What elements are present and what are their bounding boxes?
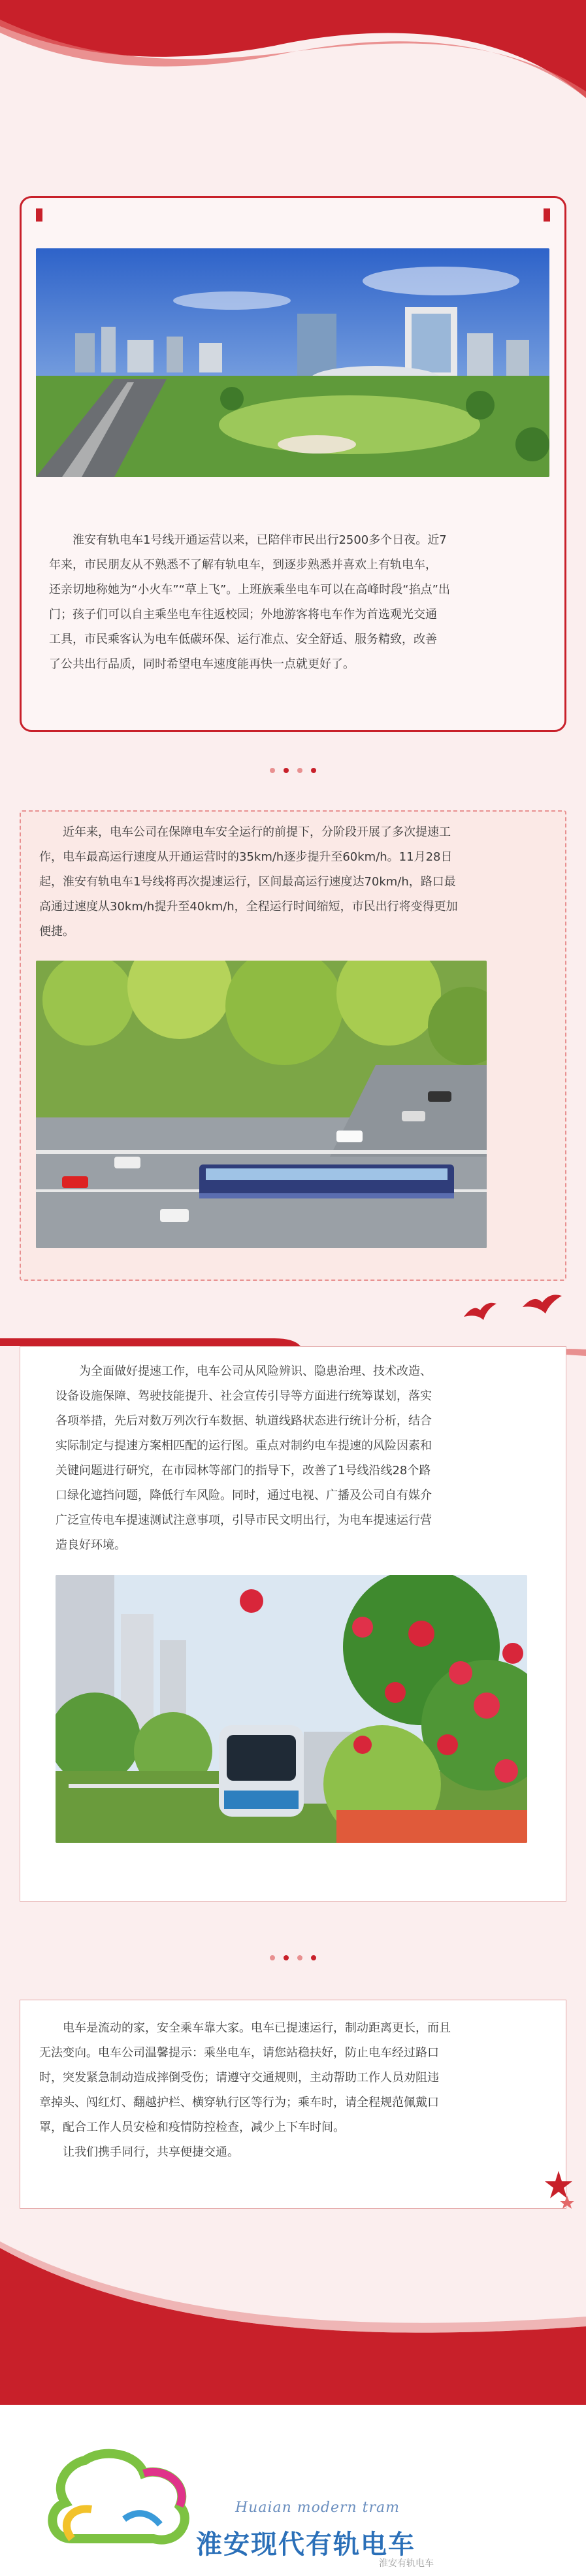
logo-chinese-text: 淮安现代有轨电车 [196,2530,415,2560]
paragraph-line: 让我们携手同行，共享便捷交通。 [63,2145,239,2159]
paragraph-line: 作，电车最高运行速度从开通运营时的35km/h逐步提升至60km/h。11月28日 [39,850,453,864]
dot-icon [297,768,302,773]
section-divider-dots [0,763,586,772]
dot-icon [284,1955,289,1960]
star-icon [542,2170,575,2209]
paragraph-line: 年来，市民朋友从不熟悉不了解有轨电车，到逐步熟悉并喜欢上有轨电车， [49,558,437,572]
dot-icon [270,768,275,773]
paragraph-line: 淮安有轨电车1号线开通运营以来，已陪伴市民出行2500多个日夜。近7 [73,533,447,547]
paragraph-line: 电车是流动的家，安全乘车靠大家。电车已提速运行，制动距离更长，而且 [63,2021,451,2035]
preparation-paragraph [56,1359,526,1558]
watermark-text: 淮安有轨电车 [379,2558,434,2569]
paragraph-line: 为全面做好提速工作，电车公司从风险辨识、隐患治理、技术改造、 [79,1364,432,1378]
top-wave-decoration [0,0,586,105]
dot-icon [297,1955,302,1960]
paragraph-line: 了公共出行品质，同时希望电车速度能再快一点就更好了。 [49,657,355,671]
logo-cloud-icon [46,2447,196,2558]
top-banner [0,0,586,105]
logo-english-text: Huaian modern tram [235,2500,400,2516]
paragraph-line: 各项举措，先后对数万列次行车数据、轨道线路状态进行统计分析，结合 [56,1414,432,1428]
paragraph-line: 设备设施保障、驾驶技能提升、社会宣传引导等方面进行统筹谋划，落实 [56,1389,432,1403]
paragraph-line: 关键问题进行研究，在市园林等部门的指导下，改善了1号线沿线28个路 [56,1464,431,1478]
paragraph-line: 起，淮安有轨电车1号线将再次提速运行，区间最高运行速度达70km/h，路口最 [39,875,456,889]
paragraph-line: 时，突发紧急制动造成摔倒受伤；请遵守交通规则，主动帮助工作人员劝阻违 [39,2071,439,2085]
paragraph-line: 近年来，电车公司在保障电车安全运行的前提下，分阶段开展了多次提速工 [63,825,451,839]
city-skyline-photo [36,248,549,477]
paragraph-line: 罩，配合工作人员安检和疫情防控检查，减少上下车时间。 [39,2121,345,2134]
bird-icon [457,1291,568,1330]
dot-icon [311,768,316,773]
bottom-wave-decoration [0,2235,586,2405]
paragraph-line: 口绿化遮挡问题，降低行车风险。同时，通过电视、广播及公司自有媒介 [56,1489,432,1502]
paragraph-line: 还亲切地称她为“小火车”“草上飞”。上班族乘坐电车可以在高峰时段“掐点”出 [49,583,450,597]
dot-icon [270,1955,275,1960]
paragraph-line: 工具，市民乘客认为电车低碳环保、运行准点、安全舒适、服务精致，改善 [49,633,437,646]
paragraph-line: 章掉头、闯红灯、翻越护栏、横穿轨行区等行为；乘车时，请全程规范佩戴口 [39,2096,439,2109]
paragraph-line: 便捷。 [39,925,74,938]
paragraph-line: 高通过速度从30km/h提升至40km/h，全程运行时间缩短，市民出行将变得更加 [39,900,458,914]
tram-and-flowers-photo [56,1575,527,1843]
dot-icon [311,1955,316,1960]
corner-mark-right [544,208,550,222]
paragraph-line: 无法变向。电车公司温馨提示：乘坐电车，请您站稳扶好，防止电车经过路口 [39,2046,439,2060]
safety-paragraph [39,2016,549,2165]
paragraph-line: 广泛宣传电车提速测试注意事项，引导市民文明出行，为电车提速运行营 [56,1513,432,1527]
intro-paragraph [49,528,536,677]
dot-icon [284,768,289,773]
paragraph-line: 造良好环境。 [56,1538,126,1552]
paragraph-line: 实际制定与提速方案相匹配的运行图。重点对制约电车提速的风险因素和 [56,1439,432,1453]
paragraph-line: 门；孩子们可以自主乘坐电车往返校园；外地游客将电车作为首选观光交通 [49,608,437,621]
speedup-paragraph [39,820,549,944]
section-divider-dots [0,1951,586,1960]
tram-on-street-photo [36,961,487,1248]
corner-mark-left [36,208,42,222]
